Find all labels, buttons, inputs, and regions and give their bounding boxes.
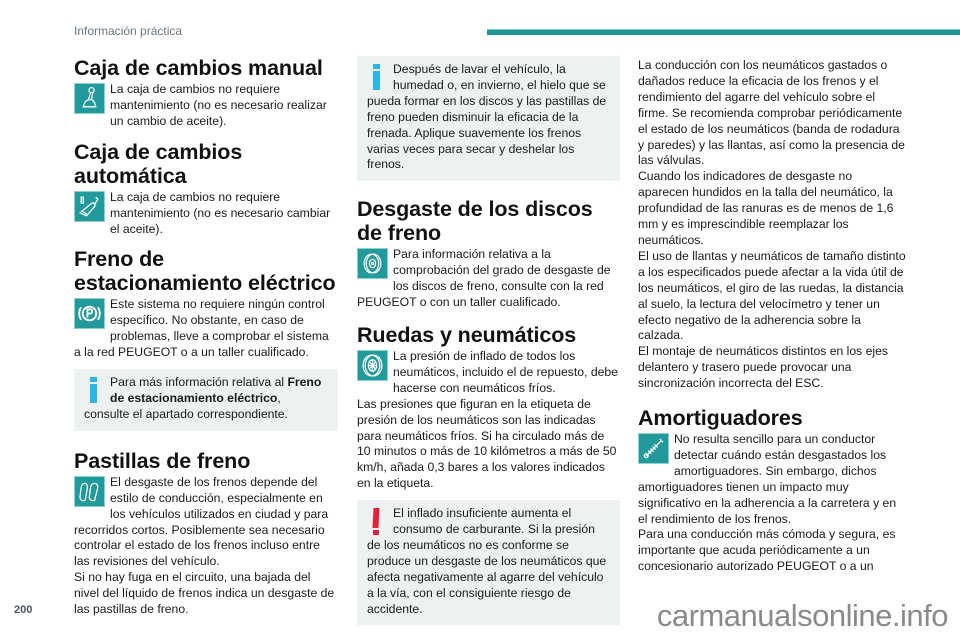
- section-text: La caja de cambios no requiere mantenimiento (no es necesario cambiar el aceite).: [110, 189, 331, 236]
- info-icon: [84, 375, 106, 403]
- warning-note-box: El inflado insuficiente aumenta el consumo de carburante. Si la presión de los neumáticos no es conforme se produce un desgaste de los neumáticos que afecta negativamente al agarre del vehículo a la vía, con el consiguiente riesgo de accidente.: [357, 500, 620, 625]
- manual-gear-lever-icon: [74, 83, 105, 114]
- brake-disc-icon: [357, 248, 388, 279]
- section-title: Caja de cambios manual: [74, 56, 323, 80]
- section-title: Amortiguadores: [638, 406, 803, 431]
- section-manual-gearbox: [74, 56, 338, 130]
- section-title: Ruedas y neumáticos: [357, 322, 577, 347]
- wheel-tyre-icon: [357, 350, 388, 381]
- section-text: El desgaste de los frenos depende del estilo de conducción, especialmente en los vehículos utilizados en ciudad y para recorridos cortos. Posiblemente sea necesario controlar el estado de los frenos incluso entre las revisiones del vehículo.: [74, 474, 329, 569]
- section-text: No resulta sencillo para un conductor detectar cuándo están desgastados los amortiguadores. Sin embargo, dichos amortiguadores tienen un impacto muy significativo en la adherencia a la carretera y en el rendimiento de los frenos.: [638, 432, 897, 526]
- section-wheels-tyres: [357, 323, 620, 626]
- info-note-box: Para más información relativa al Freno de estacionamiento eléctrico, consulte el apartado correspondiente.: [74, 369, 338, 431]
- section-text: Si no hay fuga en el circuito, una bajada del nivel del líquido de frenos indica un desgaste de las pastillas de freno.: [74, 570, 335, 617]
- warning-icon: [367, 506, 389, 534]
- section-title: Caja de cambios automática: [74, 139, 243, 188]
- watermark-link[interactable]: carmanualsonline.info: [656, 598, 948, 633]
- electric-parking-brake-icon: [74, 298, 105, 329]
- section-text: La presión de inflado de todos los neumáticos, incluido el de repuesto, debe hacerse con neumáticos fríos.: [393, 348, 618, 395]
- automatic-gear-selector-icon: [74, 191, 105, 222]
- running-head-title: Información práctica: [74, 24, 183, 38]
- paragraph: La conducción con los neumáticos gastados o dañados reduce la eficacia de los frenos y el rendimiento del agarre del vehículo sobre el firme. Se recomienda comprobar periódicamente el estado de los neumáticos (banda de rodadura y paredes) y las llantas, así como la presencia de las válvulas.: [638, 58, 905, 168]
- shock-absorber-icon: [638, 433, 669, 464]
- info-note-box: Después de lavar el vehículo, la humedad o, en invierno, el hielo que se pueda formar en los discos y las pastillas de freno pueden disminuir la eficacia de la frenada. Aplique suavemente los frenos varias veces para secar y deshelar los frenos.: [357, 56, 620, 181]
- paragraph: El uso de llantas y neumáticos de tamaño distinto a los especificados puede afectar a la vida útil de los neumáticos, el giro de las ruedas, la distancia al suelo, la lectura del velocímetro y tener un efecto negativo de la adherencia sobre la calzada.: [638, 248, 906, 343]
- section-title: Pastillas de freno: [74, 448, 251, 473]
- section-title: Desgaste de los discos de freno: [357, 197, 593, 246]
- info-icon: [367, 62, 389, 90]
- section-brake-discs: [357, 197, 620, 311]
- section-brake-pads: [74, 449, 338, 618]
- section-text: Las presiones que figuran en la etiqueta de presión de los neumáticos son las indicadas para neumáticos fríos. Si ha circulado más de 10 minutos o más de 10 kilómetros a más de 50 km/h, añada 0,3 bares a los valores indicados en la etiqueta.: [357, 396, 617, 491]
- section-title: Freno de estacionamiento eléctrico: [74, 247, 336, 296]
- section-text: La caja de cambios no requiere mantenimiento (no es necesario realizar un cambio de aceite).: [110, 82, 327, 128]
- column-3: [638, 58, 906, 585]
- section-shock-absorbers: [638, 406, 906, 575]
- section-automatic-gearbox: [74, 140, 338, 238]
- paragraph: Cuando los indicadores de desgaste no aparecen hundidos en la talla del neumático, la profundidad de las ranuras es de menos de 1,6 mm y es imprescindible reemplazar los neumáticos.: [638, 169, 894, 247]
- section-text: Para información relativa a la comprobación del grado de desgaste de los discos de freno, consulte con la red PEUGEOT o con un taller cualificado.: [357, 247, 611, 310]
- section-electric-parking-brake: [74, 247, 338, 430]
- brake-pads-icon: [74, 476, 105, 507]
- header-accent-rule: [487, 29, 960, 35]
- page-number: 200: [14, 604, 33, 616]
- section-text: Este sistema no requiere ningún control específico. No obstante, en caso de problemas, lleve a comprobar el sistema a la red PEUGEOT o a un taller cualificado.: [74, 297, 329, 360]
- section-text: Para una conducción más cómoda y segura, es importante que acuda periódicamente a un concesionario autorizado PEUGEOT o a un: [638, 527, 896, 574]
- column-2: [357, 56, 620, 637]
- info-bold-link-text: Freno de estacionamiento eléctrico: [110, 375, 322, 405]
- column-1: [74, 56, 338, 628]
- paragraph: El montaje de neumáticos distintos en los ejes delantero y trasero puede provocar una sincronización incorrecta del ESC.: [638, 344, 888, 391]
